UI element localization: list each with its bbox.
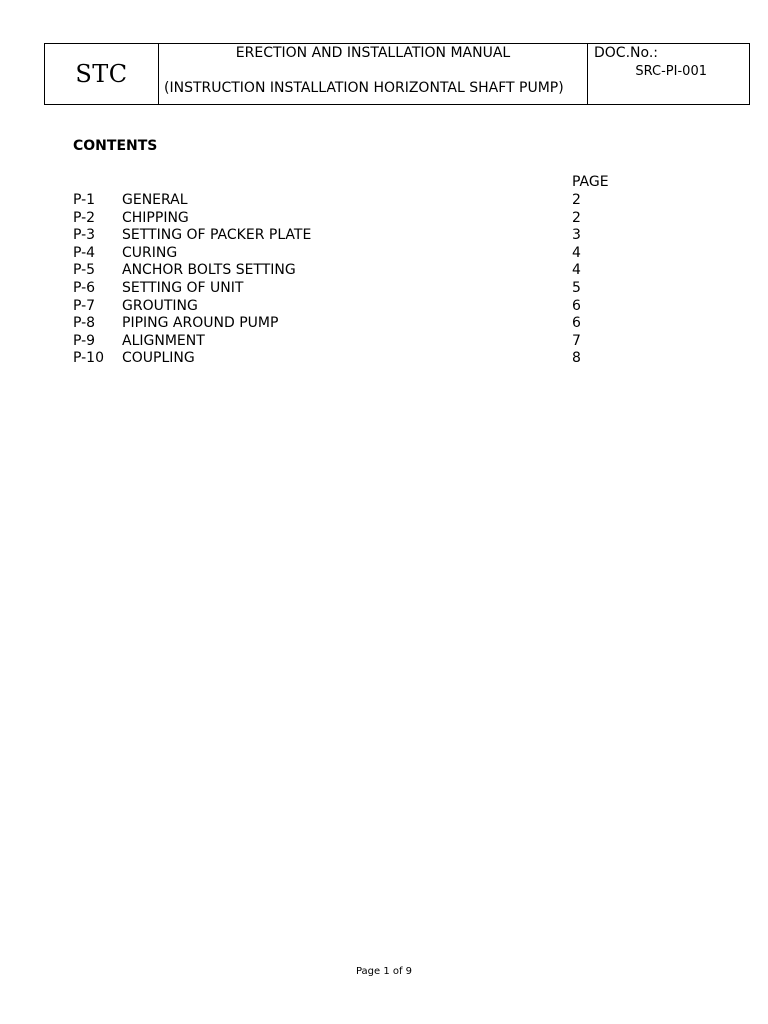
toc-entry — [73, 350, 633, 368]
company-logo: STC — [75, 60, 128, 88]
toc-entry-code: P-5 — [73, 262, 96, 279]
document-header — [44, 43, 750, 105]
toc-entry-code: P-6 — [73, 279, 96, 296]
toc-entry-title: ALIGNMENT — [122, 332, 205, 349]
doc-number-cell — [588, 44, 750, 105]
toc-entry-page: 4 — [572, 244, 581, 261]
manual-title: ERECTION AND INSTALLATION MANUAL — [235, 45, 511, 61]
toc-entry-code: P-4 — [73, 244, 96, 261]
toc-entry-title: GROUTING — [122, 297, 198, 314]
toc-entry-title: COUPLING — [122, 350, 195, 367]
toc-entry-page: 2 — [572, 209, 581, 226]
toc-entry-code: P-1 — [73, 192, 96, 208]
toc-entry-code: P-8 — [73, 315, 96, 332]
toc-entry-title: CURING — [122, 244, 178, 261]
toc-entry-title: ANCHOR BOLTS SETTING — [122, 262, 296, 279]
toc-entry — [73, 333, 633, 351]
toc-entry — [73, 245, 633, 263]
toc-entry-title: SETTING OF UNIT — [122, 279, 244, 296]
toc-entry — [73, 280, 633, 298]
toc-entry-page: 4 — [572, 262, 581, 279]
toc-entry-code: P-9 — [73, 332, 96, 349]
toc-entry — [73, 298, 633, 316]
toc-entry — [73, 210, 633, 228]
toc-entry-code: P-10 — [73, 350, 105, 367]
toc-entry-page: 8 — [572, 350, 581, 367]
toc-entry — [73, 192, 633, 210]
toc-entry-page: 6 — [572, 297, 581, 314]
doc-number-value: SRC-PI-001 — [635, 64, 707, 79]
title-cell — [159, 44, 588, 105]
toc-entry-code: P-7 — [73, 297, 96, 314]
toc-entry-title: SETTING OF PACKER PLATE — [122, 227, 312, 244]
manual-subtitle: (INSTRUCTION INSTALLATION HORIZONTAL SHAFT PUMP) — [164, 80, 564, 96]
toc-entry-page: 5 — [572, 279, 581, 296]
toc-entry-page: 2 — [572, 192, 581, 208]
toc-entry — [73, 227, 633, 245]
doc-number-label: DOC.No.: — [594, 45, 658, 61]
toc-entry — [73, 315, 633, 333]
toc-entry-title: PIPING AROUND PUMP — [122, 315, 279, 332]
toc-entry — [73, 262, 633, 280]
contents-heading: CONTENTS — [73, 138, 158, 154]
toc-entry-page: 7 — [572, 332, 581, 349]
toc-entry-page: 3 — [572, 227, 581, 244]
logo-cell — [45, 44, 159, 105]
toc-entry-title: GENERAL — [122, 192, 188, 208]
toc-entry-page: 6 — [572, 315, 581, 332]
toc-entry-title: CHIPPING — [122, 209, 189, 226]
table-of-contents — [73, 192, 633, 368]
page-column-heading: PAGE — [572, 174, 609, 190]
toc-entry-code: P-2 — [73, 209, 96, 226]
toc-entry-code: P-3 — [73, 227, 96, 244]
page-footer: Page 1 of 9 — [355, 966, 413, 977]
